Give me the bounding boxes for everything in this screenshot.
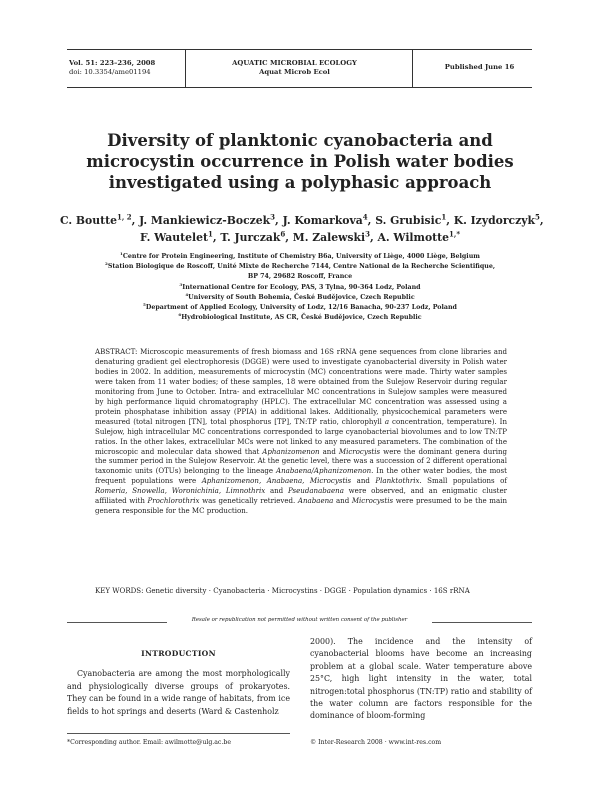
author-line-1 (60, 212, 544, 229)
author-sep: , (131, 214, 140, 227)
abstract (95, 347, 507, 516)
author-name: C. Boutte (60, 214, 117, 227)
affiliation (60, 303, 540, 313)
affiliation-sup: 4 (185, 291, 189, 297)
intro-paragraph: 2000). The incidence and the intensity of cyanobacterial blooms have become an increasing problem at a global scale. Water temperature above 25°C, high light intensity in the water, total nitrogen:total phosphorus (TN:TP) ratio and stability of the water column are factors responsible for the dominance of bloom-forming (310, 637, 532, 721)
author-name: T. Jurczak (220, 231, 281, 244)
author-sep: , (446, 214, 454, 227)
affiliation-text: Hydrobiological Institute, AS CR, České Budějovice, Czech Republic (181, 314, 422, 322)
author-sup: 4 (362, 212, 368, 222)
title-line: Diversity of planktonic cyanobacteria and (107, 131, 493, 150)
resale-rule-right (432, 622, 532, 623)
title-line: microcystin occurrence in Polish water bodies (86, 152, 514, 171)
affiliation-sup: 6 (178, 312, 182, 318)
author-line-2 (60, 229, 540, 246)
author-name: M. Zalewski (292, 231, 366, 244)
author-sup: 3 (365, 229, 370, 239)
author-sup: 1 (441, 212, 447, 222)
author-sup: 1,* (449, 229, 460, 239)
author-sup: 1, 2 (116, 212, 132, 222)
author-name: A. Wilmotte (377, 231, 449, 244)
affiliation-text: University of South Bohemia, České Budějovice, Czech Republic (188, 293, 415, 301)
keywords-text: Genetic diversity · Cyanobacteria · Microcystins · DGGE · Population dynamics · 16S rRNA (143, 586, 470, 595)
title-line: investigated using a polyphasic approach (108, 173, 492, 192)
affiliation-sup: 5 (143, 301, 146, 307)
abstract-text: was genetically retrieved. (199, 496, 298, 506)
author-name: K. Izydorczyk (453, 214, 535, 227)
affiliation (60, 293, 540, 303)
intro-paragraph: Cyanobacteria are among the most morphologically and physiologically diverse groups of prokaryotes. They can be found in a wide range of habitats, from ice fields to hot springs and deserts (Ward & Castenholz (67, 669, 290, 716)
header-citation (69, 50, 179, 96)
genus-name: Anabaena (297, 496, 334, 506)
author-sep: , (285, 231, 293, 244)
abstract-label: ABSTRACT: (95, 347, 138, 356)
abstract-text: Microscopic measurements of fresh biomass and 16S rRNA gene sequences from clone libraries and denaturing gradient gel electrophoresis (DGGE) were used to investigate cyanobacterial diversity in Polish water bodies in 2002. In addition, measurements of microcystin (MC) concentrations were made. Thirty water samples were taken from 11 water bodies; of these samples, 18 were obtained from the Sulejow Reservoir during regular monitoring from June to October. Intra- and extracellular MC concentrations in Sulejow samples were measured by high performance liquid chromatography (HPLC). The extracellular MC concentration was assessed using a protein phosphatase inhibition assay (PPIA) in additional lakes. Additionally, physicochemical parameters were measured (total nitrogen [TN], total phosphorus [TP], TN:TP ratio, chlorophyll (95, 347, 507, 426)
abstract-text: and (333, 496, 352, 506)
author-sep: , (367, 214, 376, 227)
abstract-text: were the dominant genera during the summer period in the Sulejow Reservoir. At the genetic level, there was a succession of 2 different operational taxonomic units (OTUs) belonging to the lineage (95, 446, 507, 476)
journal-abbrev: Aquat Microb Ecol (259, 68, 330, 76)
header-divider (185, 50, 186, 87)
genus-name: Prochlorothrix (147, 496, 200, 506)
abstract-text: were observed, and an enigmatic cluster affiliated with (95, 486, 507, 506)
author-sup: 1 (207, 229, 213, 239)
author-sep: , (369, 231, 378, 244)
affiliation (60, 252, 540, 262)
author-sep: , (539, 214, 544, 227)
affiliation (60, 283, 540, 293)
author-name: S. Grubisic (375, 214, 442, 227)
genus-name: Aphanizomenon (262, 446, 320, 456)
header-divider (412, 50, 413, 87)
footnote-rule (67, 733, 290, 734)
affiliation (60, 262, 540, 272)
genus-name: Romeria, Snowella, Woronichinia, Limnothrix (95, 486, 266, 496)
author-name: J. Komarkova (282, 214, 363, 227)
genus-name: Pseudanabaena (287, 486, 344, 496)
genus-name: Microcystis (351, 496, 394, 506)
resale-notice: Resale or republication not permitted without written consent of the publisher (191, 617, 408, 623)
author-name: F. Wautelet (139, 231, 208, 244)
volume-line: Vol. 51: 223–236, 2008 (69, 59, 156, 67)
affiliation-sup: 1 (120, 250, 123, 256)
affiliation-text: BP 74, 29682 Roscoff, France (247, 273, 353, 281)
abstract-text: and (351, 476, 376, 486)
affiliation (60, 313, 540, 323)
affiliations (60, 252, 540, 323)
author-sup: 6 (280, 229, 286, 239)
affiliation-text: Department of Applied Ecology, University of Lodz, 12/16 Banacha, 90-237 Lodz, Poland (145, 304, 457, 312)
header-journal (212, 50, 377, 96)
abstract-italic: a (384, 416, 390, 426)
affiliation (60, 272, 540, 282)
affiliation-text: Centre for Protein Engineering, Institute of Chemistry B6a, University of Liège, 4000 Liège, Belgium (122, 253, 480, 260)
article-title (60, 130, 540, 193)
keywords (95, 586, 507, 596)
abstract-text: were presumed to be the main genera responsible for the MC production. (95, 496, 507, 516)
keywords-label: KEY WORDS: (95, 586, 144, 595)
genus-name: Anabaena/Aphanizomenon (276, 466, 372, 476)
abstract-text: . In the other water bodies, the most frequent populations were (95, 466, 507, 486)
abstract-text: and (265, 486, 288, 496)
corresponding-author-note: *Corresponding author. Email: awilmotte@ulg.ac.be (67, 739, 231, 746)
abstract-text: and (319, 446, 339, 456)
abstract-text: concentration, temperature). In Sulejow, high intracellular MC concentrations corresponded to large cyanobacterial biovolumes and to low TN:TP ratios. In the other lakes, extracellular MCs were not linked to any measured parameters. The combination of the microscopic and molecular data showed that (95, 416, 507, 456)
genus-name: Aphanizomenon, Anabaena, Microcystis (201, 476, 352, 486)
intro-left-column (67, 648, 290, 718)
affiliation-sup: 2 (104, 261, 108, 267)
section-heading: INTRODUCTION (141, 649, 216, 658)
genus-name: Planktothrix (375, 476, 420, 486)
journal-name: AQUATIC MICROBIAL ECOLOGY (232, 59, 357, 67)
author-sep: , (275, 214, 283, 227)
affiliation-sup: 3 (179, 281, 183, 287)
resale-notice-bar (67, 617, 532, 627)
published-date: Published June 16 (444, 63, 515, 71)
doi-line: doi: 10.3354/ame01194 (69, 68, 151, 76)
intro-right-column (310, 636, 532, 723)
abstract-text: . Small populations of (419, 476, 507, 486)
author-sup: 3 (270, 212, 276, 222)
affiliation-text: International Centre for Ecology, PAS, 3 Tylna, 90-364 Lodz, Poland (182, 283, 421, 291)
author-list (60, 212, 544, 246)
author-sup: 5 (535, 212, 540, 222)
author-sep: , (212, 231, 221, 244)
journal-header (67, 49, 532, 88)
copyright-note: © Inter-Research 2008 · www.int-res.com (310, 739, 442, 746)
affiliation-text: Station Biologique de Roscoff, Unité Mixte de Recherche 7144, Centre National de la Recherche Scientifique, (107, 263, 496, 271)
genus-name: Microcystis (338, 446, 381, 456)
author-name: J. Mankiewicz-Boczek (139, 214, 271, 227)
